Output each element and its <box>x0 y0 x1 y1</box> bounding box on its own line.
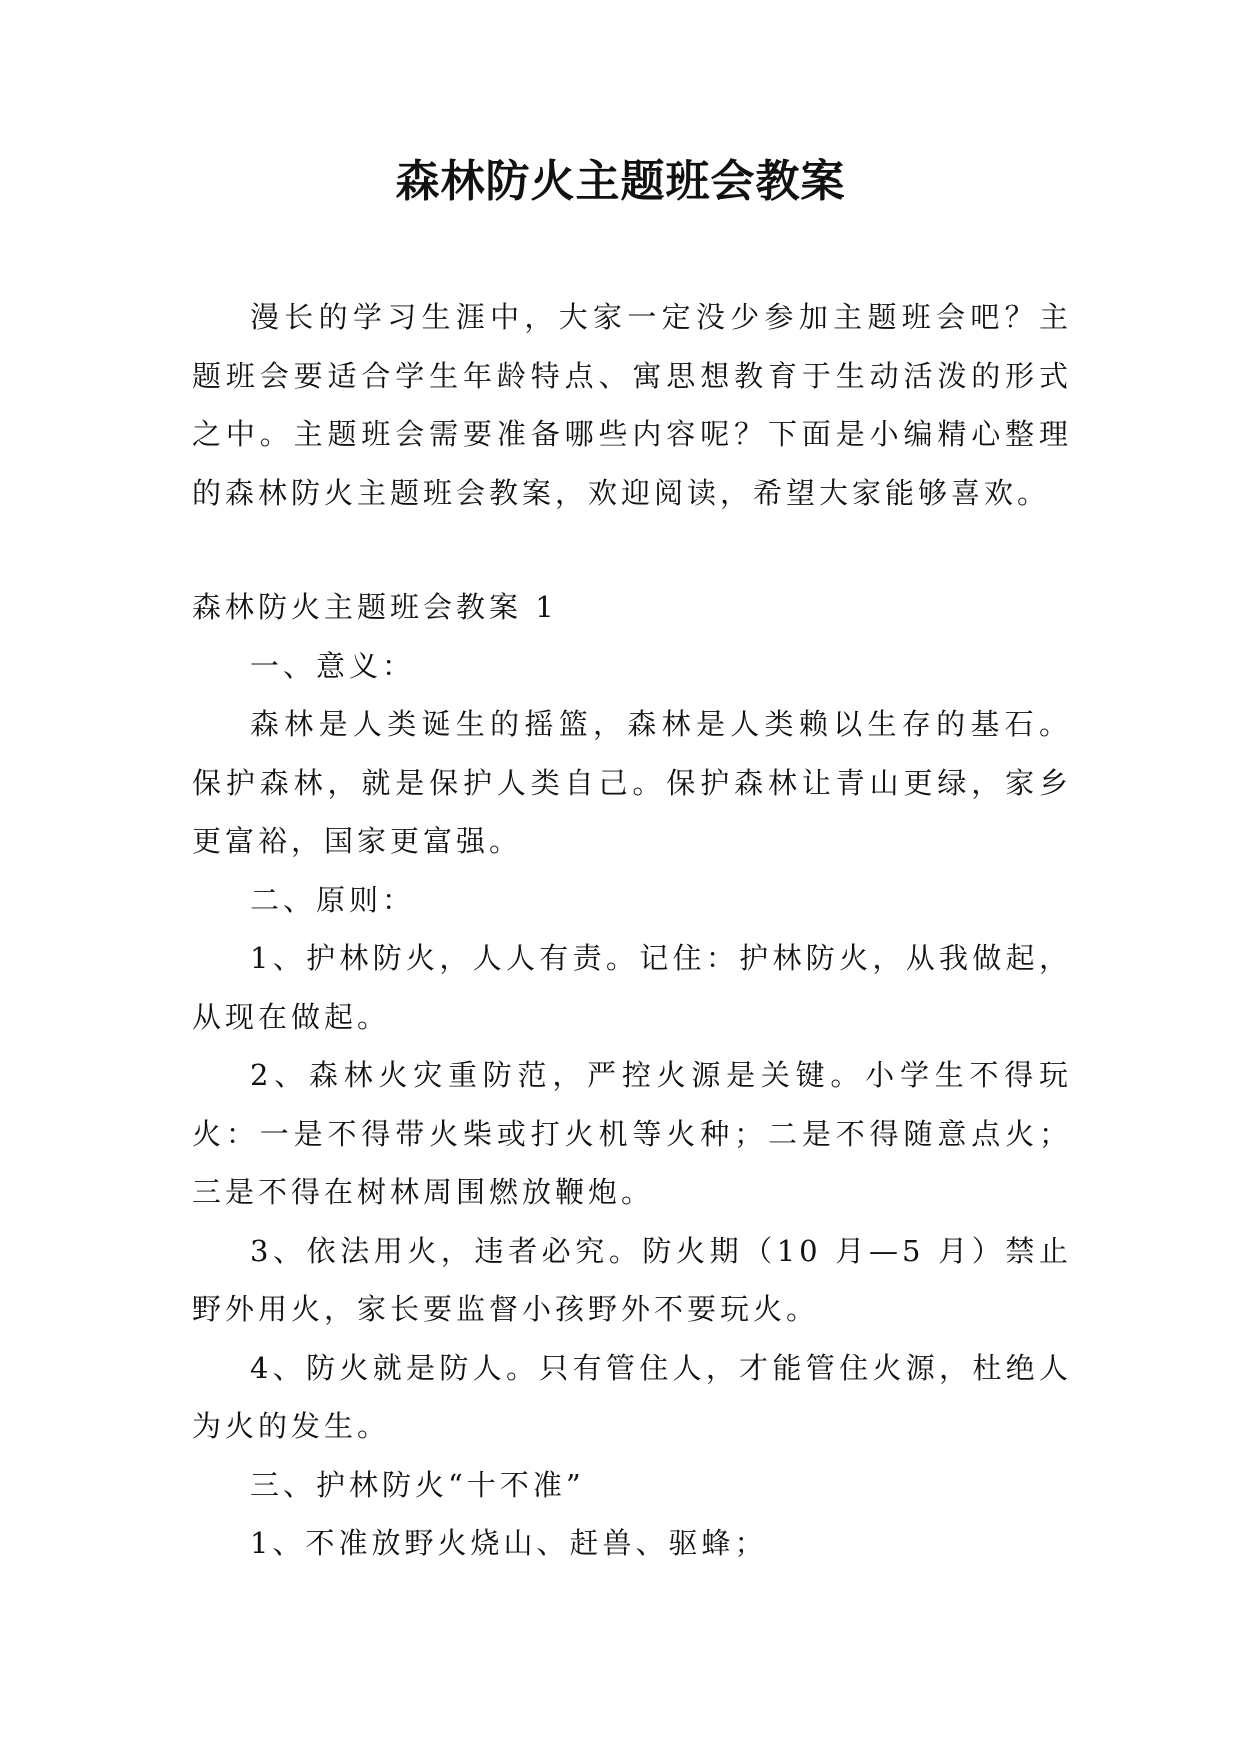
intro-paragraph: 漫长的学习生涯中，大家一定没少参加主题班会吧？主题班会要适合学生年龄特点、寓思想教育于生动活泼的形式之中。主题班会需要准备哪些内容呢？下面是小编精心整理的森林防火主题班会教案，欢迎阅读，希望大家能够喜欢。 <box>192 300 1072 510</box>
principle-4: 4、防火就是防人。只有管住人，才能管住火源，杜绝人为火的发生。 <box>192 1350 1072 1443</box>
principle-1: 1、护林防火，人人有责。记住：护林防火，从我做起，从现在做起。 <box>192 941 1072 1034</box>
document-body <box>192 288 1072 1573</box>
heading-ten-prohibitions: 三、护林防火“十不准” <box>250 1467 585 1502</box>
document-title: 森林防火主题班会教案 <box>395 156 846 207</box>
prohibition-1: 1、不准放野火烧山、赶兽、驱蜂； <box>250 1526 768 1560</box>
principle-2: 2、森林火灾重防范，严控火源是关键。小学生不得玩火：一是不得带火柴或打火机等火种；二是不得随意点火；三是不得在树林周围燃放鞭炮。 <box>192 1058 1072 1209</box>
principle-3: 3、依法用火，违者必究。防火期（10 月—5 月）禁止野外用火，家长要监督小孩野外不要玩火。 <box>192 1233 1072 1326</box>
paragraph-significance: 森林是人类诞生的摇篮，森林是人类赖以生存的基石。保护森林，就是保护人类自己。保护森林让青山更绿，家乡更富裕，国家更富强。 <box>192 707 1072 858</box>
heading-significance: 一、意义： <box>250 648 416 683</box>
heading-principles: 二、原则： <box>250 882 416 917</box>
section-heading: 森林防火主题班会教案 1 <box>192 590 558 624</box>
